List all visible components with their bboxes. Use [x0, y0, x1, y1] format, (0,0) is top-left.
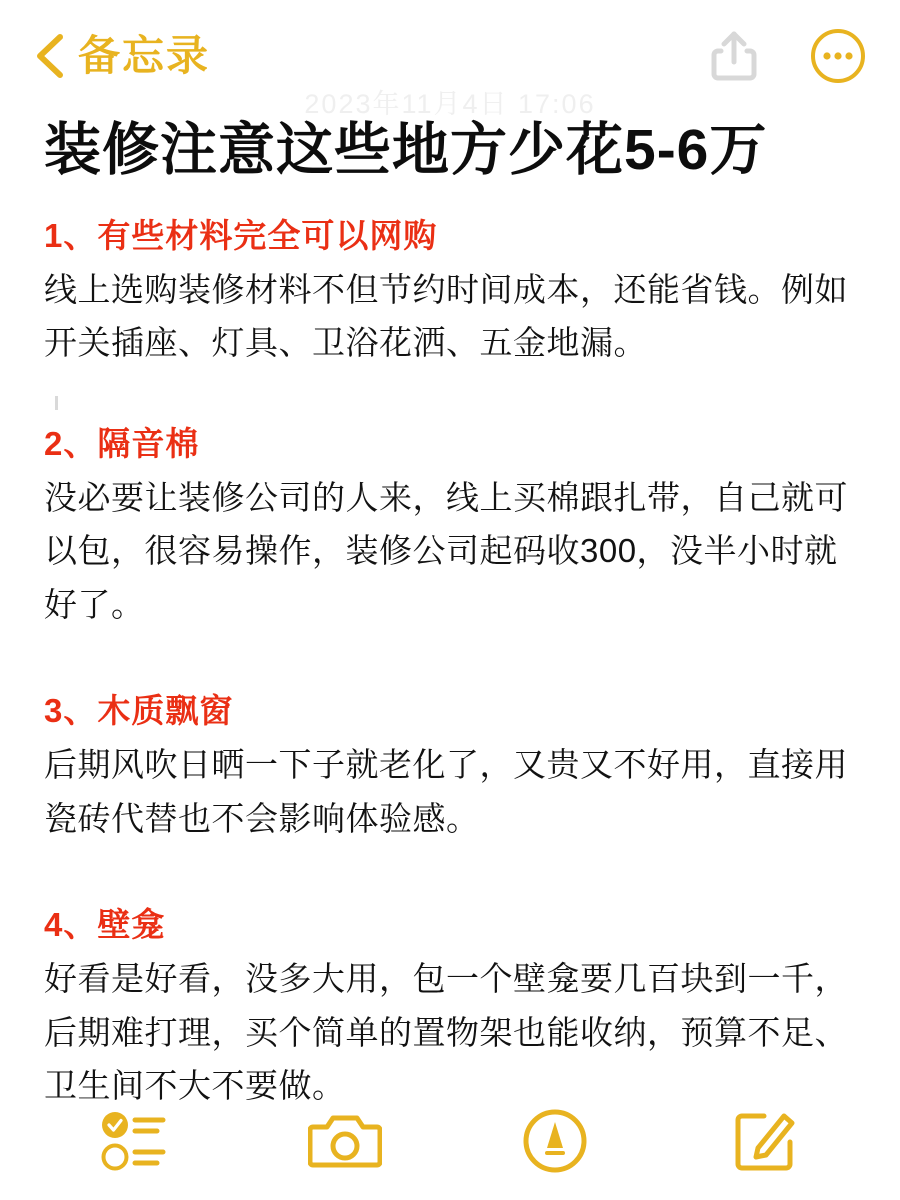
section-heading: 1、有些材料完全可以网购 — [44, 216, 438, 254]
section-body: 好看是好看，没多大用，包一个壁龛要几百块到一千，后期难打理，买个简单的置物架也能收纳，预算不足、卫生间不大不要做。 — [44, 960, 848, 1105]
section-body: 没必要让装修公司的人来，线上买棉跟扎带，自己就可以包，很容易操作，装修公司起码收300，没半小时就好了。 — [44, 478, 848, 623]
note-section-1 — [44, 210, 856, 370]
bottom-toolbar — [0, 1092, 900, 1200]
nav-actions — [706, 28, 866, 84]
note-body[interactable] — [0, 118, 900, 1113]
more-ellipsis-icon[interactable] — [810, 28, 866, 84]
section-body: 线上选购装修材料不但节约时间成本，还能省钱。例如开关插座、灯具、卫浴花洒、五金地漏。 — [44, 270, 848, 362]
markup-pen-icon[interactable] — [516, 1102, 594, 1180]
page-title: 装修注意这些地方少花5-6万 — [44, 118, 768, 182]
checklist-icon[interactable] — [96, 1102, 174, 1180]
nav-title: 备忘录 — [78, 32, 211, 79]
spacer — [44, 853, 856, 899]
spacer — [44, 378, 856, 418]
note-section-4 — [44, 899, 856, 1113]
compose-icon[interactable] — [726, 1102, 804, 1180]
spacer — [44, 639, 856, 685]
section-heading: 4、壁龛 — [44, 906, 166, 944]
note-section-2 — [44, 418, 856, 632]
section-heading: 3、木质飘窗 — [44, 692, 234, 730]
top-navigation-bar — [0, 0, 900, 119]
section-heading: 2、隔音棉 — [44, 424, 200, 462]
camera-icon[interactable] — [306, 1102, 384, 1180]
section-body: 后期风吹日晒一下子就老化了，又贵又不好用，直接用瓷砖代替也不会影响体验感。 — [44, 746, 848, 837]
share-upload-icon[interactable] — [706, 28, 762, 84]
note-section-3 — [44, 685, 856, 845]
chevron-left-icon[interactable] — [34, 33, 64, 79]
back-button[interactable] — [34, 33, 210, 79]
note-timestamp: 2023年11月4日 17:06 — [304, 89, 596, 119]
